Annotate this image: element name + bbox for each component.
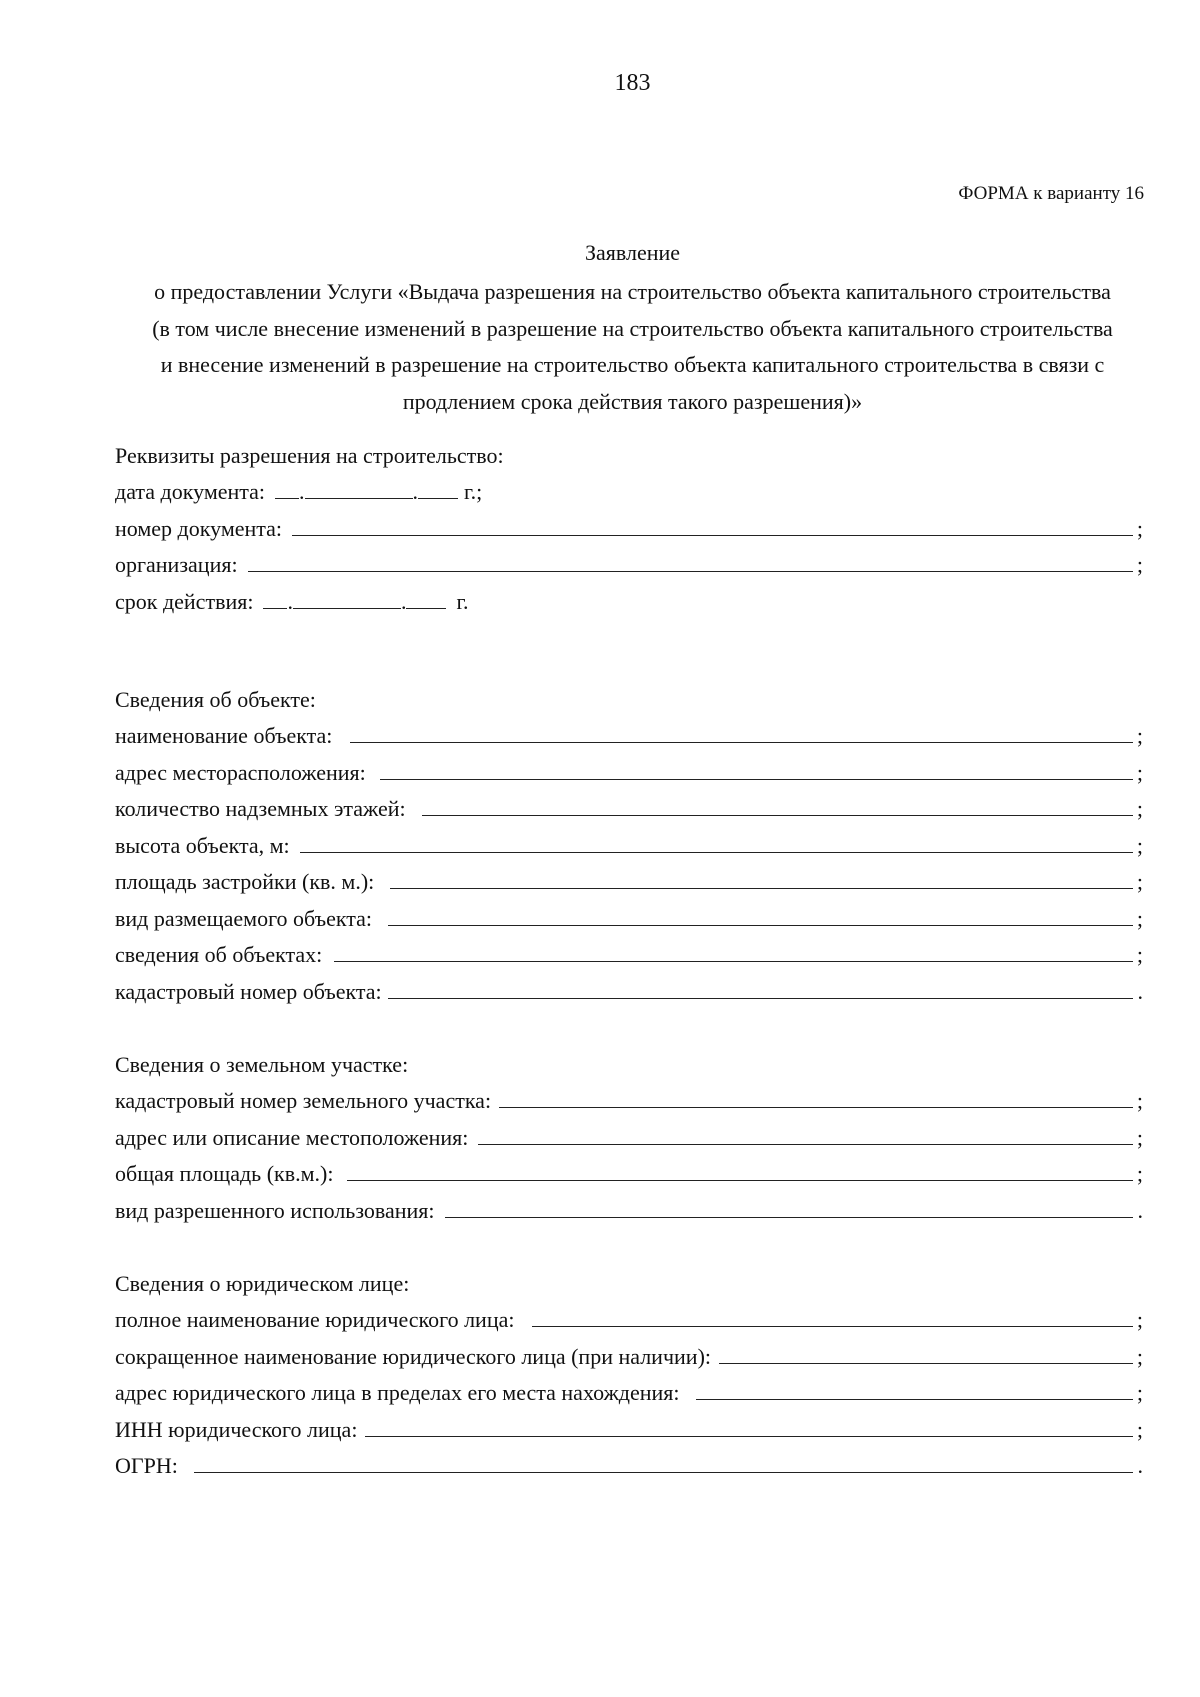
legal-address-field[interactable] [696, 1399, 1133, 1400]
object-floors-semicolon: ; [1136, 796, 1143, 821]
permit-org-field[interactable] [248, 571, 1133, 572]
page-number: 183 [614, 70, 651, 96]
object-area-label: площадь застройки (кв. м.): [115, 869, 375, 894]
land-area-label: общая площадь (кв.м.): [115, 1161, 334, 1186]
object-address-row [115, 749, 1143, 786]
legal-short-name-field[interactable] [719, 1363, 1133, 1364]
permit-date-day-field[interactable] [275, 498, 299, 499]
permit-org-semicolon: ; [1136, 552, 1143, 577]
permit-date-suffix: г.; [464, 479, 483, 504]
object-type-field[interactable] [388, 925, 1133, 926]
object-area-semicolon: ; [1136, 869, 1143, 894]
object-cadastral-label: кадастровый номер объекта: [115, 978, 382, 1004]
legal-address-row [115, 1370, 1143, 1407]
permit-date-month-field[interactable] [305, 498, 413, 499]
legal-short-name-label: сокращенное наименование юридического лица (при наличии): [115, 1343, 712, 1369]
land-area-row [115, 1151, 1143, 1188]
legal-ogrn-row [115, 1443, 1143, 1480]
object-cadastral-row [115, 968, 1143, 1005]
document-title: Заявление [584, 240, 681, 265]
object-cadastral-field[interactable] [388, 998, 1133, 999]
land-section [115, 1041, 1143, 1224]
object-type-row [115, 895, 1143, 932]
object-address-field[interactable] [380, 779, 1133, 780]
legal-section [115, 1260, 1143, 1479]
land-area-field[interactable] [347, 1180, 1133, 1181]
legal-inn-row [115, 1406, 1143, 1443]
object-heading-row [115, 676, 1143, 713]
object-objects-row [115, 932, 1143, 969]
object-name-label: наименование объекта: [115, 723, 333, 748]
legal-short-name-row [115, 1333, 1143, 1370]
object-type-label: вид размещаемого объекта: [115, 905, 372, 931]
legal-full-name-label: полное наименование юридического лица: [115, 1307, 515, 1332]
object-name-field[interactable] [350, 742, 1133, 743]
legal-heading: Сведения о юридическом лице: [115, 1270, 410, 1296]
permit-date-year-field[interactable] [418, 498, 458, 499]
permit-org-row [115, 542, 1143, 579]
object-cadastral-period: . [1137, 978, 1143, 1004]
legal-heading-row [115, 1260, 1143, 1297]
object-height-row [115, 822, 1143, 859]
permit-org-label: организация: [115, 552, 238, 577]
land-address-semicolon: ; [1136, 1124, 1143, 1150]
legal-ogrn-period: . [1137, 1453, 1143, 1478]
permit-validity-day-field[interactable] [263, 608, 287, 609]
permit-validity-year-field[interactable] [406, 608, 446, 609]
object-type-semicolon: ; [1136, 905, 1143, 931]
land-cadastral-field[interactable] [499, 1107, 1133, 1108]
legal-short-name-semicolon: ; [1136, 1343, 1143, 1369]
form-note: ФОРМА к варианту 16 [958, 183, 1144, 204]
permit-validity-label: срок действия: [115, 588, 254, 614]
permit-number-field[interactable] [292, 535, 1133, 536]
land-use-row [115, 1187, 1143, 1224]
permit-date-dot-1: . [299, 479, 305, 504]
permit-number-row [115, 505, 1143, 542]
legal-full-name-row [115, 1297, 1143, 1334]
object-objects-label: сведения об объектах: [115, 942, 323, 967]
object-address-semicolon: ; [1136, 759, 1143, 785]
land-cadastral-row [115, 1078, 1143, 1115]
legal-inn-label: ИНН юридического лица: [115, 1416, 358, 1442]
permit-validity-dot-1: . [287, 588, 293, 614]
object-floors-label: количество надземных этажей: [115, 796, 406, 821]
permit-number-semicolon: ; [1136, 515, 1143, 541]
legal-full-name-field[interactable] [532, 1326, 1133, 1327]
object-objects-semicolon: ; [1136, 942, 1143, 967]
permit-heading: Реквизиты разрешения на строительство: [115, 442, 504, 468]
permit-validity-month-field[interactable] [293, 608, 401, 609]
land-area-semicolon: ; [1136, 1161, 1143, 1186]
object-floors-field[interactable] [422, 815, 1133, 816]
object-height-field[interactable] [300, 852, 1133, 853]
object-heading: Сведения об объекте: [115, 686, 316, 712]
document-subtitle: о предоставлении Услуги «Выдача разрешения на строительство объекта капитального строительства (в том числе внесение изменений в разрешение на строительство объекта капитального строительства и внесение изменений в разрешение на строительство объекта капитального строительства в связи с продлением срока действия такого разрешения)» [152, 279, 1113, 414]
legal-ogrn-label: ОГРН: [115, 1453, 178, 1478]
object-floors-row [115, 786, 1143, 823]
legal-full-name-semicolon: ; [1136, 1307, 1143, 1332]
land-heading-row [115, 1041, 1143, 1078]
land-use-period: . [1137, 1197, 1143, 1223]
legal-address-label: адрес юридического лица в пределах его места нахождения: [115, 1380, 680, 1405]
permit-number-label: номер документа: [115, 515, 283, 541]
object-name-semicolon: ; [1136, 723, 1143, 748]
permit-date-label: дата документа: [115, 479, 266, 504]
object-area-field[interactable] [390, 888, 1133, 889]
permit-validity-suffix: г. [456, 588, 469, 614]
legal-inn-field[interactable] [365, 1436, 1133, 1437]
object-area-row [115, 859, 1143, 896]
land-cadastral-label: кадастровый номер земельного участка: [115, 1088, 492, 1113]
legal-ogrn-field[interactable] [194, 1472, 1133, 1473]
object-objects-field[interactable] [334, 961, 1133, 962]
land-use-field[interactable] [445, 1217, 1133, 1218]
permit-validity-dot-2: . [400, 588, 407, 614]
permit-date-row [115, 469, 1143, 506]
permit-section [115, 432, 1143, 615]
land-address-field[interactable] [478, 1144, 1133, 1145]
land-address-label: адрес или описание местоположения: [115, 1124, 469, 1150]
land-use-label: вид разрешенного использования: [115, 1197, 435, 1223]
land-cadastral-semicolon: ; [1136, 1088, 1143, 1113]
permit-date-dot-2: . [412, 479, 419, 504]
object-section [115, 676, 1143, 1005]
object-height-semicolon: ; [1136, 832, 1143, 858]
permit-validity-row [115, 578, 1143, 615]
permit-heading-row [115, 432, 1143, 469]
land-heading: Сведения о земельном участке: [115, 1051, 409, 1077]
object-height-label: высота объекта, м: [115, 832, 290, 858]
legal-address-semicolon: ; [1136, 1380, 1143, 1405]
legal-inn-semicolon: ; [1136, 1416, 1143, 1442]
object-address-label: адрес месторасположения: [115, 759, 366, 785]
land-address-row [115, 1114, 1143, 1151]
object-name-row [115, 713, 1143, 750]
